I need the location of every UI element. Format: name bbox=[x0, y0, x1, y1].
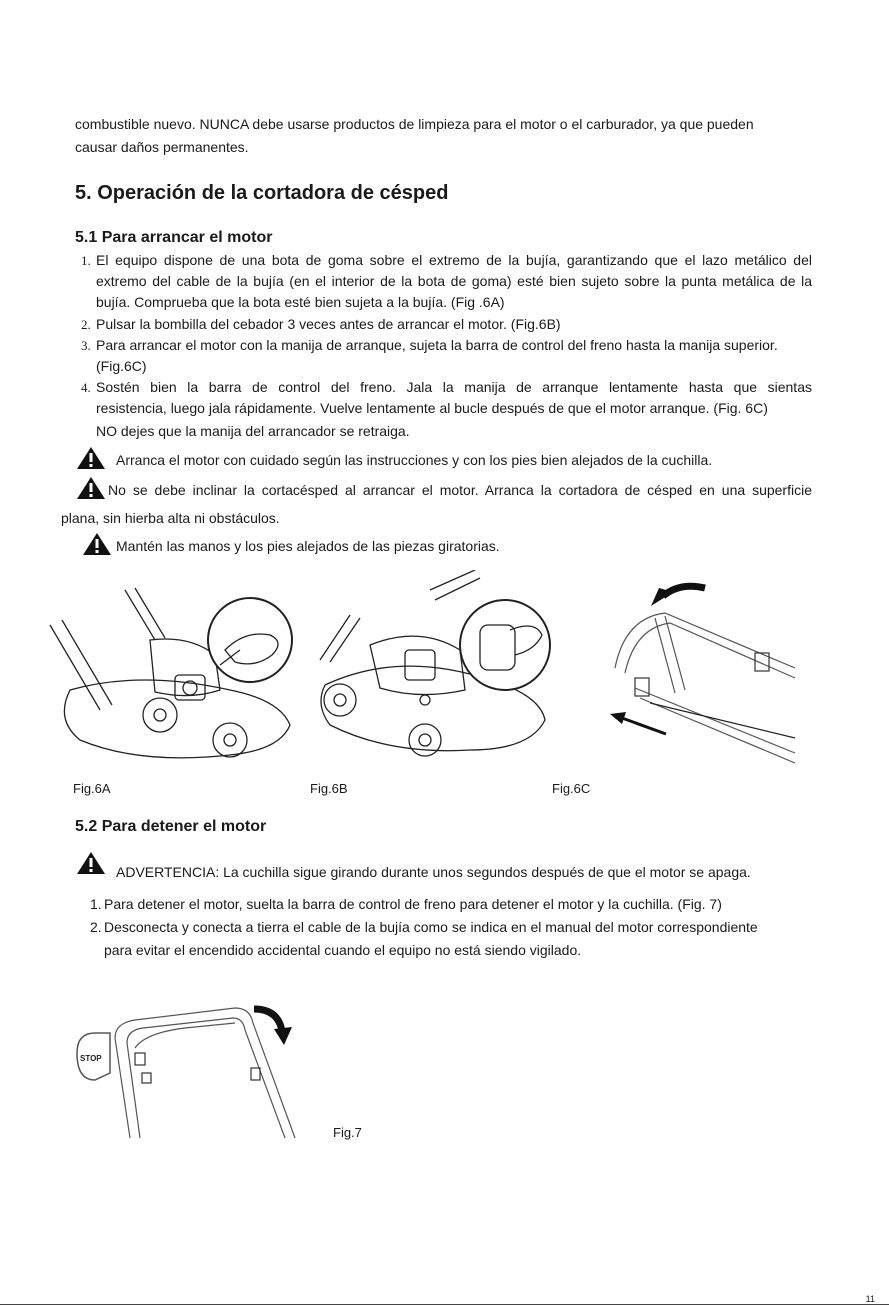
list-number: 1. bbox=[81, 253, 91, 268]
list-item-line: Pulsar la bombilla del cebador 3 veces antes de arrancar el motor. (Fig.6B) bbox=[96, 316, 561, 332]
figure-caption: Fig.6A bbox=[73, 781, 111, 796]
rotate-arrow-icon bbox=[250, 1003, 295, 1048]
list-item bbox=[104, 917, 814, 961]
list-item bbox=[96, 250, 812, 313]
list-number: 2. bbox=[90, 919, 102, 935]
intro-line: causar daños permanentes. bbox=[75, 139, 249, 155]
warning-icon bbox=[82, 532, 112, 556]
warning-text: plana, sin hierba alta ni obstáculos. bbox=[61, 510, 280, 526]
list-item bbox=[96, 314, 812, 335]
page-number: 11 bbox=[865, 1294, 875, 1304]
warning-text: ADVERTENCIA: La cuchilla sigue girando durante unos segundos después de que el motor se apaga. bbox=[116, 864, 751, 880]
figure-caption: Fig.6B bbox=[310, 781, 348, 796]
subsection-title: 5.2 Para detener el motor bbox=[75, 818, 267, 835]
page-rule bbox=[0, 1304, 889, 1305]
warning-icon bbox=[76, 851, 106, 875]
list-item-line: bujía. Comprueba que la bota esté bien sujeta a la bujía. (Fig .6A) bbox=[96, 294, 505, 310]
figure-caption: Fig.7 bbox=[333, 1125, 362, 1140]
stop-label: STOP bbox=[80, 1054, 102, 1063]
figure-6a-illustration bbox=[40, 580, 300, 770]
warning-text: No se debe inclinar la cortacésped al arrancar el motor. Arranca la cortadora de césped en una superficie bbox=[108, 482, 812, 498]
figure-6b-illustration bbox=[310, 570, 560, 770]
warning-icon bbox=[76, 476, 106, 500]
figure-caption: Fig.6C bbox=[552, 781, 591, 796]
list-item-line: Desconecta y conecta a tierra el cable de la bujía como se indica en el manual del motor correspondiente bbox=[104, 919, 758, 935]
list-item bbox=[96, 377, 812, 442]
list-item-line: resistencia, luego jala rápidamente. Vuelve lentamente al bucle después de que el motor arranque. (Fig. 6C) bbox=[96, 400, 768, 416]
list-item bbox=[104, 894, 814, 915]
intro-paragraph bbox=[75, 114, 815, 158]
list-item-line: Para arrancar el motor con la manija de arranque, sujeta la barra de control del freno hasta la manija superior. bbox=[96, 337, 778, 353]
list-item-line: (Fig.6C) bbox=[96, 358, 147, 374]
warning-text: Mantén las manos y los pies alejados de las piezas giratorias. bbox=[116, 538, 500, 554]
list-item bbox=[96, 335, 816, 377]
list-item-line: Sostén bien la barra de control del freno. Jala la manija de arranque lentamente hasta que sientas bbox=[96, 379, 812, 395]
list-number: 4. bbox=[81, 380, 91, 395]
list-item-line: El equipo dispone de una bota de goma sobre el extremo de la bujía, garantizando que el lazo metálico del bbox=[96, 252, 812, 268]
list-number: 1. bbox=[90, 896, 102, 912]
section-title: 5. Operación de la cortadora de césped bbox=[75, 182, 449, 204]
rotate-arrow-icon bbox=[645, 582, 715, 612]
subsection-title: 5.1 Para arrancar el motor bbox=[75, 229, 273, 246]
list-item-line: para evitar el encendido accidental cuando el equipo no está siendo vigilado. bbox=[104, 942, 582, 958]
list-item-line: NO dejes que la manija del arrancador se retraiga. bbox=[96, 423, 410, 439]
list-item-line: Para detener el motor, suelta la barra de control de freno para detener el motor y la cuchilla. (Fig. 7) bbox=[104, 896, 722, 912]
warning-text: Arranca el motor con cuidado según las instrucciones y con los pies bien alejados de la cuchilla. bbox=[116, 452, 713, 468]
list-number: 3. bbox=[81, 338, 91, 353]
list-number: 2. bbox=[81, 317, 91, 332]
intro-line: combustible nuevo. NUNCA debe usarse productos de limpieza para el motor o el carburador, ya que pueden bbox=[75, 116, 754, 132]
warning-icon bbox=[76, 446, 106, 470]
list-item-line: extremo del cable de la bujía (en el interior de la bota de goma) esté bien sujeto sobre la punta metálica de la bbox=[96, 273, 812, 289]
pull-arrow-icon bbox=[608, 708, 668, 738]
